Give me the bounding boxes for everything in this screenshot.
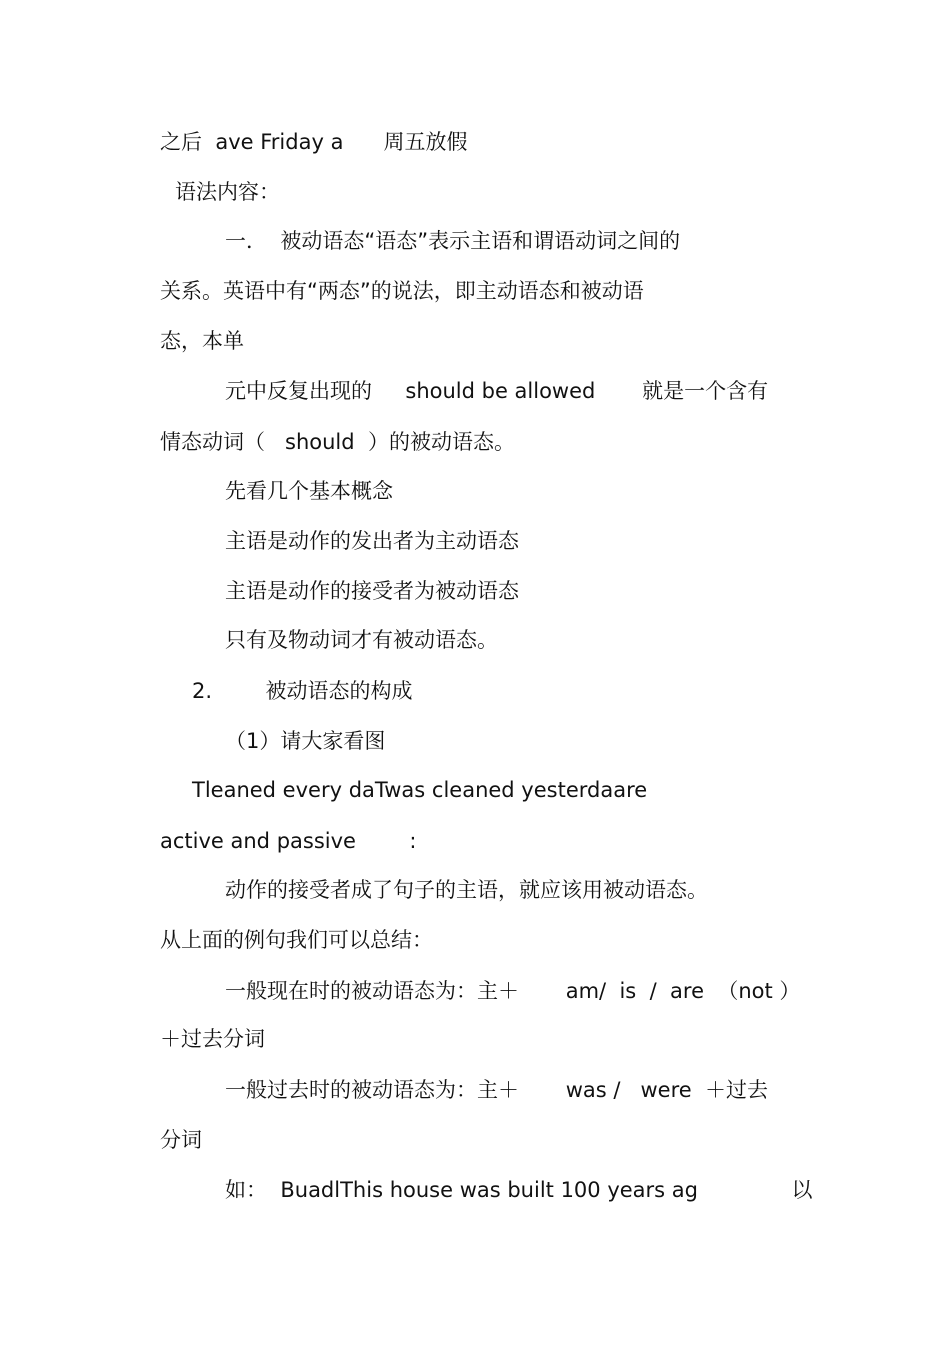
text-line-18: 一般现在时的被动语态为：主＋ am/ is / are （not ）	[225, 979, 801, 1003]
text-line-10: 主语是动作的接受者为被动语态	[225, 579, 519, 603]
text-line-5: 态，本单	[160, 329, 244, 353]
text-line-20: 一般过去时的被动语态为：主＋ was / were ＋过去	[225, 1078, 769, 1102]
text-line-9: 主语是动作的发出者为主动语态	[225, 529, 519, 553]
text-line-3: 一． 被动语态“语态”表示主语和谓语动词之间的	[225, 229, 681, 253]
text-line-12: 2. 被动语态的构成	[192, 679, 413, 703]
text-line-21: 分词	[160, 1128, 202, 1152]
text-line-2: 语法内容：	[175, 180, 280, 204]
text-line-22: 如： BuadlThis house was built 100 years ag 以	[225, 1178, 813, 1202]
text-line-11: 只有及物动词才有被动语态。	[225, 628, 498, 652]
text-line-17: 从上面的例句我们可以总结：	[160, 928, 433, 952]
text-line-7: 情态动词（ should ）的被动语态。	[160, 430, 515, 454]
text-line-13: （1）请大家看图	[225, 729, 386, 753]
text-line-14: Tleaned every daTwas cleaned yesterdaare	[192, 778, 648, 802]
text-line-15: active and passive :	[160, 829, 417, 853]
text-line-16: 动作的接受者成了句子的主语，就应该用被动语态。	[225, 878, 708, 902]
text-line-6: 元中反复出现的 should be allowed 就是一个含有	[225, 379, 769, 403]
text-line-1: 之后 ave Friday a 周五放假	[160, 130, 468, 154]
text-line-4: 关系。英语中有“两态”的说法，即主动语态和被动语	[160, 279, 644, 303]
text-line-8: 先看几个基本概念	[225, 479, 393, 503]
text-line-19: ＋过去分词	[160, 1027, 265, 1051]
